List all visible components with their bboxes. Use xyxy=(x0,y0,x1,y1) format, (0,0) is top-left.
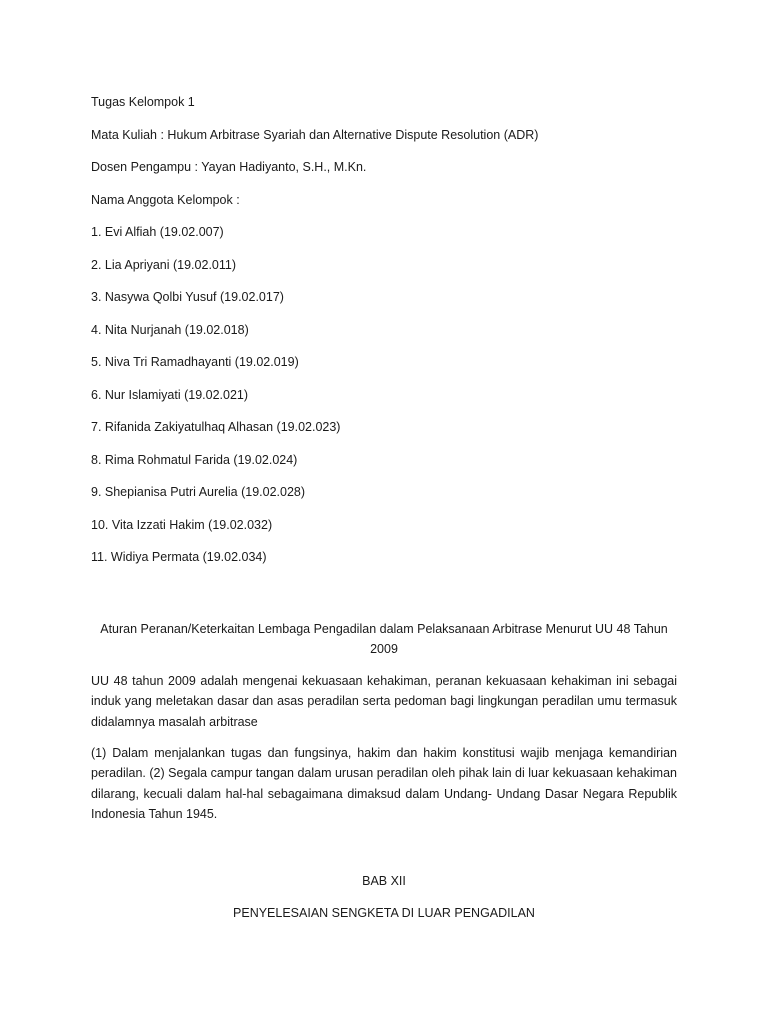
chapter-label: BAB XII xyxy=(362,874,406,888)
member-item: 4. Nita Nurjanah (19.02.018) xyxy=(91,322,249,337)
member-item: 6. Nur Islamiyati (19.02.021) xyxy=(91,387,249,402)
paragraph-1: UU 48 tahun 2009 adalah mengenai kekuasaan kehakiman, peranan kekuasaan kehakiman ini sebagai induk yang meletakan dasar dan asas peradilan serta pedoman bagi lingkungan peradilan umu termasuk didalamnya masalah arbitrase xyxy=(91,674,677,729)
course-line: Mata Kuliah : Hukum Arbitrase Syariah dan Alternative Dispute Resolution (ADR) xyxy=(91,127,539,142)
members-heading: Nama Anggota Kelompok : xyxy=(91,192,240,207)
member-item: 2. Lia Apriyani (19.02.011) xyxy=(91,257,237,272)
member-item: 5. Niva Tri Ramadhayanti (19.02.019) xyxy=(91,355,299,369)
section-title: Aturan Peranan/Keterkaitan Lembaga Pengadilan dalam Pelaksanaan Arbitrase Menurut UU 48 Tahun 2009 xyxy=(100,622,668,656)
member-item: 9. Shepianisa Putri Aurelia (19.02.028) xyxy=(91,485,306,499)
member-list xyxy=(91,222,677,567)
member-item: 10. Vita Izzati Hakim (19.02.032) xyxy=(91,517,273,532)
task-title: Tugas Kelompok 1 xyxy=(91,95,195,109)
member-item: 3. Nasywa Qolbi Yusuf (19.02.017) xyxy=(91,290,284,304)
paragraph-2: (1) Dalam menjalankan tugas dan fungsinya, hakim dan hakim konstitusi wajib menjaga kemandirian peradilan. (2) Segala campur tangan dalam urusan peradilan oleh pihak lain di luar kekuasaan kehakiman dilarang, kecuali dalam hal-hal sebagaimana dimaksud dalam Undang- Undang Dasar Negara Republik Indonesia Tahun 1945. xyxy=(91,746,677,821)
member-item: 11. Widiya Permata (19.02.034) xyxy=(91,550,267,564)
chapter-title: PENYELESAIAN SENGKETA DI LUAR PENGADILAN xyxy=(233,906,535,920)
header-block xyxy=(91,92,677,580)
member-item: 1. Evi Alfiah (19.02.007) xyxy=(91,225,224,239)
member-item: 8. Rima Rohmatul Farida (19.02.024) xyxy=(91,452,298,467)
member-item: 7. Rifanida Zakiyatulhaq Alhasan (19.02.023) xyxy=(91,420,341,434)
lecturer-line: Dosen Pengampu : Yayan Hadiyanto, S.H., M.Kn. xyxy=(91,160,367,174)
